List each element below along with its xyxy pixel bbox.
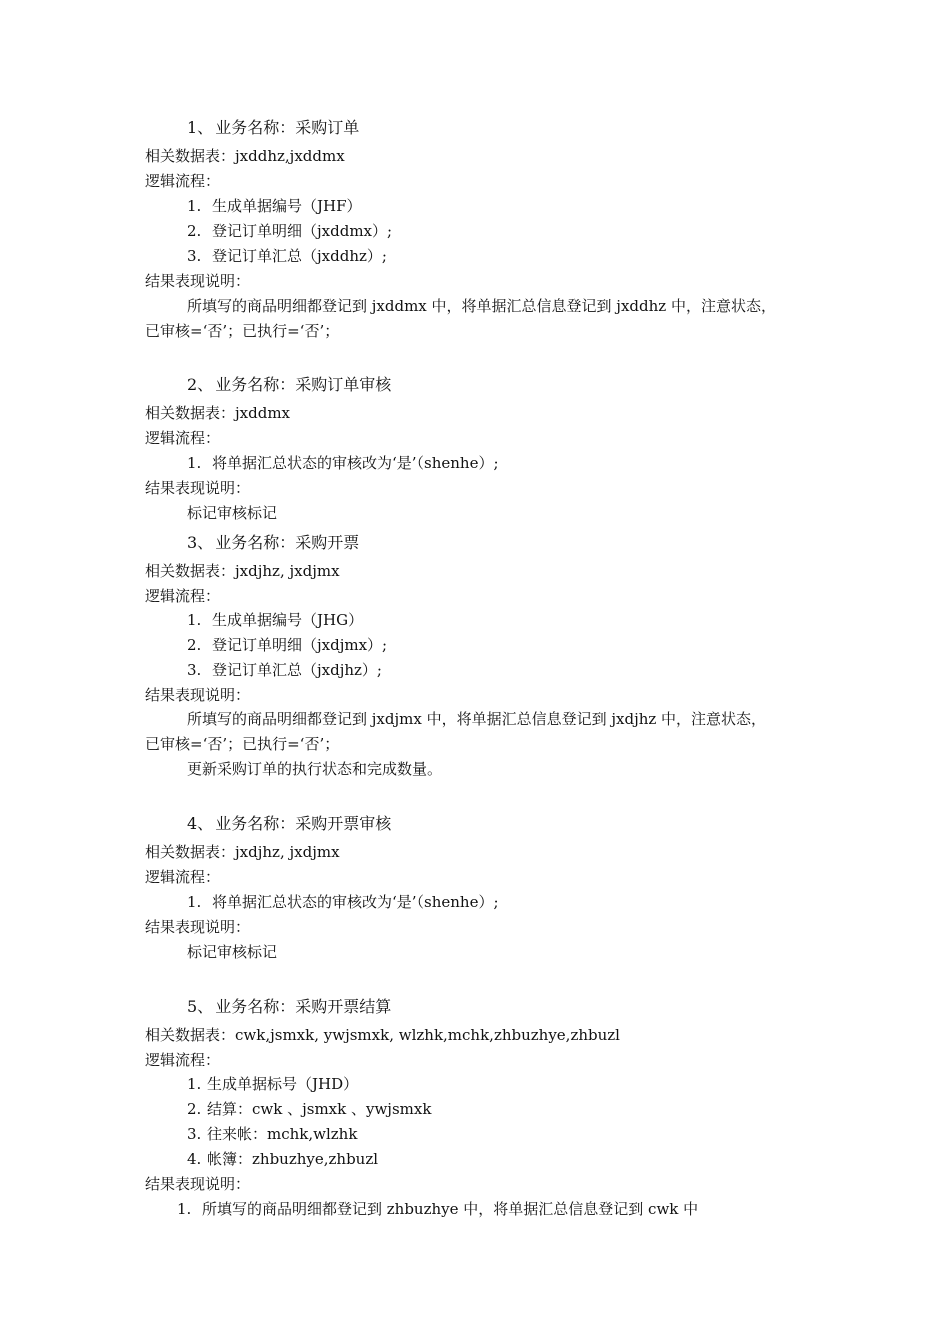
section-2-result-line-1: 标记审核标记 <box>187 504 278 522</box>
section-3-tables <box>145 559 340 583</box>
section-3-step-3 <box>187 658 382 682</box>
step-number: 3. <box>187 1125 202 1143</box>
section-4-number: 4、 <box>187 814 214 833</box>
section-2-step-1 <box>187 451 499 475</box>
section-1-step-1 <box>187 194 362 218</box>
step-number: 3. <box>187 661 202 679</box>
section-4-tables <box>145 840 340 864</box>
step-text: 往来帐：mchk,wlzhk <box>207 1125 358 1143</box>
section-4-step-1 <box>187 890 499 914</box>
tables-value: jxddhz,jxddmx <box>235 147 345 165</box>
section-5-heading <box>187 995 391 1019</box>
tables-label: 相关数据表： <box>145 562 236 580</box>
section-2-result-label: 结果表现说明： <box>145 479 251 497</box>
section-5-step-3 <box>187 1122 357 1146</box>
section-3-result-line-3: 更新采购订单的执行状态和完成数量。 <box>187 760 443 778</box>
section-3-result-line-1: 所填写的商品明细都登记到 jxdjmx 中，将单据汇总信息登记到 jxdjhz 中，注意状态， <box>187 710 767 728</box>
section-2-heading <box>187 373 391 397</box>
tables-label: 相关数据表： <box>145 404 236 422</box>
step-number: 1. <box>187 197 202 215</box>
section-3-heading <box>187 531 359 555</box>
section-1-title: 业务名称：采购订单 <box>215 118 360 137</box>
step-text: 将单据汇总状态的审核改为‘是’（shenhe）; <box>212 893 499 911</box>
section-1-number: 1、 <box>187 118 214 137</box>
section-1-step-2 <box>187 219 392 243</box>
section-3-step-1 <box>187 608 363 632</box>
step-text: 登记订单明细（jxdjmx）; <box>212 636 388 654</box>
section-4-heading <box>187 812 391 836</box>
section-3-step-2 <box>187 633 387 657</box>
step-text: 生成单据编号（JHF） <box>212 197 362 215</box>
tables-value: cwk,jsmxk, ywjsmxk, wlzhk,mchk,zhbuzhye,zhbuzl <box>235 1026 620 1044</box>
section-2-title: 业务名称：采购订单审核 <box>215 375 392 394</box>
tables-label: 相关数据表： <box>145 843 236 861</box>
step-text: 登记订单明细（jxddmx）; <box>212 222 393 240</box>
tables-label: 相关数据表： <box>145 147 236 165</box>
section-4-title: 业务名称：采购开票审核 <box>215 814 392 833</box>
section-4-result-line-1: 标记审核标记 <box>187 943 278 961</box>
section-3-result-label: 结果表现说明： <box>145 686 251 704</box>
section-5-step-4 <box>187 1147 378 1171</box>
section-2-tables <box>145 401 290 425</box>
section-5-tables <box>145 1023 620 1047</box>
step-number: 1. <box>187 454 202 472</box>
step-text: 结算：cwk 、jsmxk 、ywjsmxk <box>207 1100 432 1118</box>
section-2-flow-label: 逻辑流程： <box>145 429 221 447</box>
step-number: 1. <box>187 1075 202 1093</box>
section-5-title: 业务名称：采购开票结算 <box>215 997 392 1016</box>
section-1-flow-label: 逻辑流程： <box>145 172 221 190</box>
section-1-heading <box>187 116 359 140</box>
result-number: 1. <box>177 1200 192 1218</box>
section-5-flow-label: 逻辑流程： <box>145 1051 221 1069</box>
section-3-result-line-2: 已审核=‘否’；已执行=‘否’； <box>145 735 340 753</box>
tables-value: jxdjhz, jxdjmx <box>235 843 340 861</box>
section-5-number: 5、 <box>187 997 214 1016</box>
section-5-result-item-1 <box>177 1197 698 1221</box>
step-text: 登记订单汇总（jxddhz）; <box>212 247 387 265</box>
section-2-number: 2、 <box>187 375 214 394</box>
tables-value: jxdjhz, jxdjmx <box>235 562 340 580</box>
step-text: 生成单据编号（JHG） <box>212 611 364 629</box>
step-number: 1. <box>187 611 202 629</box>
step-number: 1. <box>187 893 202 911</box>
result-text: 所填写的商品明细都登记到 zhbuzhye 中，将单据汇总信息登记到 cwk 中 <box>202 1200 699 1218</box>
section-3-flow-label: 逻辑流程： <box>145 587 221 605</box>
section-1-result-line-1: 所填写的商品明细都登记到 jxddmx 中，将单据汇总信息登记到 jxddhz 中，注意状态， <box>187 297 776 315</box>
section-5-result-label: 结果表现说明： <box>145 1175 251 1193</box>
step-number: 2. <box>187 1100 202 1118</box>
section-1-result-line-2: 已审核=‘否’；已执行=‘否’； <box>145 322 340 340</box>
step-number: 2. <box>187 636 202 654</box>
section-4-result-label: 结果表现说明： <box>145 918 251 936</box>
section-3-number: 3、 <box>187 533 214 552</box>
section-1-step-3 <box>187 244 387 268</box>
section-4-flow-label: 逻辑流程： <box>145 868 221 886</box>
section-3-title: 业务名称：采购开票 <box>215 533 360 552</box>
step-text: 将单据汇总状态的审核改为‘是’（shenhe）; <box>212 454 499 472</box>
section-1-result-label: 结果表现说明： <box>145 272 251 290</box>
section-5-step-2 <box>187 1097 431 1121</box>
tables-label: 相关数据表： <box>145 1026 236 1044</box>
tables-value: jxddmx <box>235 404 291 422</box>
section-1-tables <box>145 144 345 168</box>
step-text: 帐簿：zhbuzhye,zhbuzl <box>207 1150 379 1168</box>
step-number: 3. <box>187 247 202 265</box>
step-number: 2. <box>187 222 202 240</box>
step-number: 4. <box>187 1150 202 1168</box>
section-5-step-1 <box>187 1072 358 1096</box>
step-text: 生成单据标号（JHD） <box>207 1075 359 1093</box>
step-text: 登记订单汇总（jxdjhz）; <box>212 661 382 679</box>
